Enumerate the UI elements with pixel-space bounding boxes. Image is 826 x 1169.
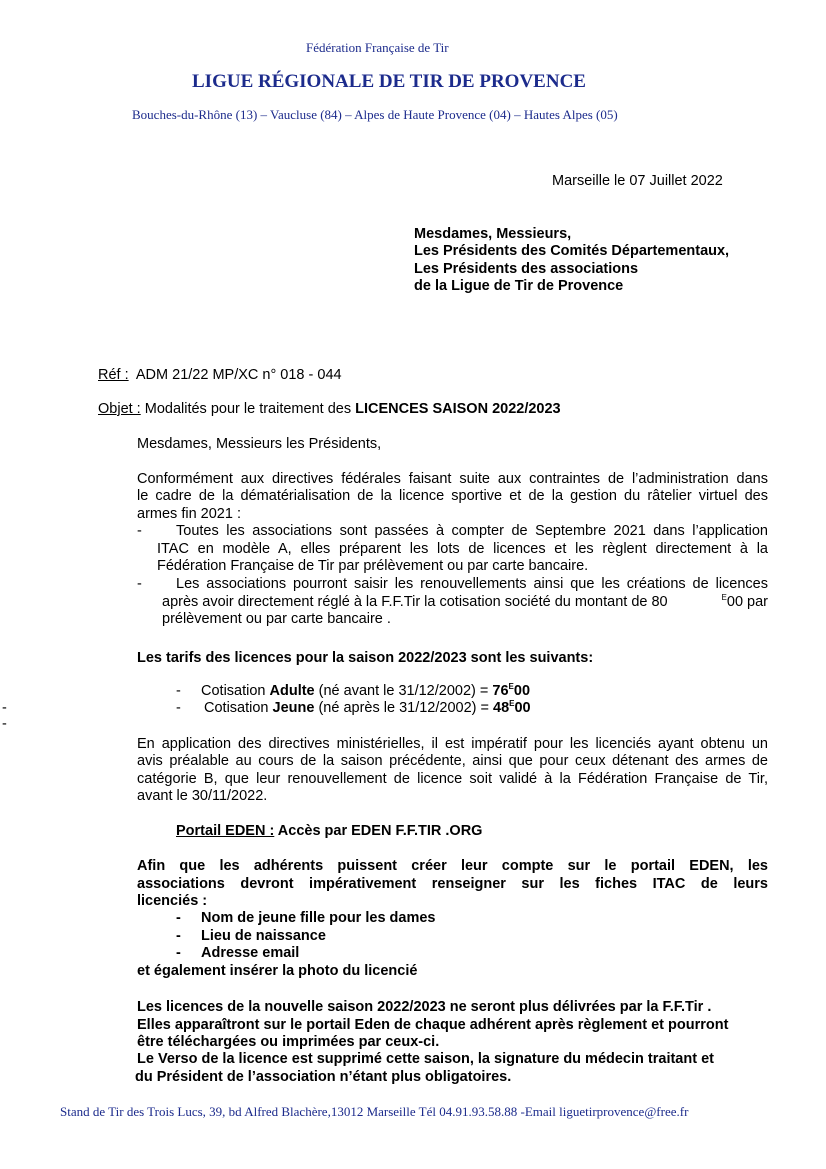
application-line: catégorie B, que leur renouvellement de licence soit validé à la Fédération Française de Tir,: [137, 771, 768, 787]
closing-line: Le Verso de la licence est supprimé cette saison, la signature du médecin traitant et: [137, 1051, 714, 1067]
bullet-dash: -: [137, 523, 142, 539]
bullet-dash: -: [176, 700, 181, 716]
bullet-dash: -: [176, 928, 181, 944]
bullet-dash: -: [176, 683, 181, 699]
tarif-jeune: Cotisation Jeune (né après le $31/12/2002) = 48^E00$: [204, 699, 531, 716]
margin-dash: -: [2, 716, 7, 732]
date-line: Marseille le 07 Juillet 2022: [552, 173, 723, 189]
eden-item: Lieu de naissance: [201, 928, 326, 944]
application-line: En application des directives ministérielles, il est impératif pour les licenciés ayant obtenu un: [137, 736, 768, 752]
bullet2-line: [162, 594, 768, 610]
afin-line: Afin que les adhérents puissent créer leur compte sur le portail EDEN, les: [137, 858, 768, 874]
photo-line: et également insérer la photo du licencié: [137, 963, 418, 979]
intro-line: armes fin 2021 :: [137, 506, 241, 522]
bullet2-amount: $^E$00 par: [721, 593, 768, 610]
margin-dash: -: [2, 700, 7, 716]
bullet1-line: Fédération Française de Tir par prélèvement ou par carte bancaire.: [157, 558, 589, 574]
portail-label: Portail EDEN :: [176, 823, 275, 839]
bullet2-text: après avoir directement réglé à la F.F.Tir la cotisation société du montant de 80: [162, 594, 668, 610]
federation-name: Fédération Française de Tir: [306, 40, 449, 55]
ref-label: Réf :: [98, 367, 129, 383]
reference-line: [98, 367, 342, 383]
subject-line: [98, 401, 561, 417]
afin-line: associations devront impérativement renseigner sur les fiches ITAC de leurs: [137, 876, 768, 892]
bullet-dash: -: [176, 910, 181, 926]
recipient-line: de la Ligue de Tir de Provence: [414, 278, 624, 294]
intro-line: le cadre de la dématérialisation de la licence sportive et de la gestion du râtelier virtuel des: [137, 488, 768, 504]
portail-text: Accès par EDEN F.F.TIR .ORG: [274, 823, 483, 839]
application-line: avis préalable au cours de la saison précédente, ainsi que pour ceux détenant des armes de: [137, 753, 768, 769]
subject-bold: LICENCES SAISON 2022/2023: [355, 401, 561, 417]
league-title: LIGUE RÉGIONALE DE TIR DE PROVENCE: [192, 71, 586, 92]
bullet1-line: ITAC en modèle A, elles préparent les lots de licences et les règlent directement à la: [157, 541, 768, 557]
departments-line: Bouches-du-Rhône (13) – Vaucluse (84) – Alpes de Haute Provence (04) – Hautes Alpes (05): [132, 107, 618, 122]
closing-line: Elles apparaîtront sur le portail Eden de chaque adhérent après règlement et pourront: [137, 1017, 729, 1033]
application-line: avant le 30/11/2022.: [137, 788, 268, 804]
eden-item: Adresse email: [201, 945, 300, 961]
tarif-adulte: Cotisation Adulte (né avant le $31/12/2002) = 76^E00$: [201, 682, 531, 699]
bullet2-line: Les associations pourront saisir les renouvellements ainsi que les créations de licences: [176, 576, 768, 592]
tarifs-title: Les tarifs des licences pour la saison 2022/2023 sont les suivants:: [137, 650, 594, 666]
ref-value: ADM 21/22 MP/XC n° 018 - 044: [135, 367, 342, 383]
bullet-dash: -: [176, 945, 181, 961]
afin-line: licenciés :: [137, 893, 208, 909]
intro-line: Conformément aux directives fédérales faisant suite aux contraintes de l’administration dans: [137, 471, 768, 487]
recipient-line: Les Présidents des Comités Départementaux,: [414, 243, 730, 259]
subject-label: Objet :: [98, 401, 141, 417]
bullet-dash: -: [137, 576, 142, 592]
portail-line: [176, 823, 482, 839]
closing-line: du Président de l’association n’étant plus obligatoires.: [135, 1069, 512, 1085]
recipient-line: Mesdames, Messieurs,: [414, 226, 572, 242]
closing-line: être téléchargées ou imprimées par ceux-ci.: [137, 1034, 440, 1050]
recipient-line: Les Présidents des associations: [414, 261, 639, 277]
subject-text: Modalités pour le traitement des: [144, 401, 352, 417]
salutation: Mesdames, Messieurs les Présidents,: [137, 436, 382, 452]
footer-address: Stand de Tir des Trois Lucs, 39, bd Alfred Blachère,13012 Marseille Tél 04.91.93.58.88 -Email liguetirprovence@free.fr: [60, 1104, 689, 1119]
bullet1-line: Toutes les associations sont passées à compter de Septembre 2021 dans l’application: [176, 523, 768, 539]
eden-item: Nom de jeune fille pour les dames: [201, 910, 436, 926]
closing-line: Les licences de la nouvelle saison 2022/2023 ne seront plus délivrées par la F.F.Tir .: [137, 999, 712, 1015]
bullet2-line: prélèvement ou par carte bancaire .: [162, 611, 391, 627]
